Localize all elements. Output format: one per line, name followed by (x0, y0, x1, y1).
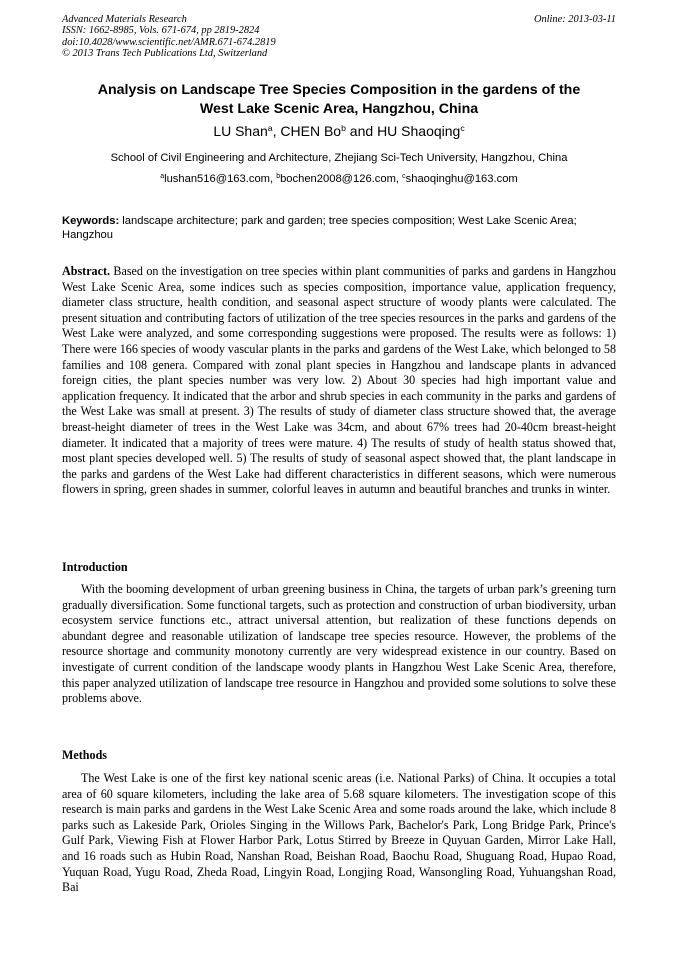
copyright-line: © 2013 Trans Tech Publications Ltd, Switzerland (62, 48, 268, 60)
abstract-label: Abstract. (62, 264, 111, 278)
keywords-text: landscape architecture; park and garden; tree species composition; West Lake Scenic Area; Hangzhou (62, 215, 577, 241)
author-3: HU Shaoqing (377, 123, 461, 139)
author-1-mark: a (267, 122, 273, 133)
methods-heading: Methods (62, 748, 108, 762)
email-list (40, 172, 638, 186)
author-1: LU Shan (213, 123, 268, 139)
email-1: lushan516@163.com, (164, 173, 277, 185)
email-2-mark: b (276, 172, 281, 180)
journal-header (62, 14, 276, 60)
author-3-mark: c (460, 122, 465, 133)
email-1-mark: a (160, 172, 165, 180)
author-sep-2: and (345, 123, 378, 139)
keywords-label: Keywords: (62, 215, 120, 227)
abstract-block (62, 264, 616, 498)
introduction-heading: Introduction (62, 560, 128, 574)
issn-line: ISSN: 1662-8985, Vols. 671-674, pp 2819-2824 (62, 25, 260, 37)
author-list (50, 122, 628, 140)
keywords-block (62, 214, 616, 242)
affiliation: School of Civil Engineering and Architecture, Zhejiang Sci-Tech University, Hangzhou, China (110, 152, 568, 164)
doi-line: doi:10.4028/www.scientific.net/AMR.671-674.2819 (62, 36, 276, 48)
author-2: CHEN Bo (280, 123, 342, 139)
title-line-1: Analysis on Landscape Tree Species Composition in the gardens of the (97, 82, 581, 98)
online-date: Online: 2013-03-11 (533, 14, 616, 25)
journal-name: Advanced Materials Research (62, 14, 187, 25)
introduction-text: With the booming development of urban greening business in China, the targets of urban park’s greening turn gradually diversification. Some functional targets, such as protection and construction of urban biodiversity, urban ecosystem service functions etc., attract universal attention, but realization of these functions depends on abundant degree and reasonable utilization of landscape tree species resource. However, the problems of the resource shortage and community monotony currently are very widespread existence in our country. Based on investigate of current condition of the landscape woody plants in Hangzhou West Lake Scenic Area, therefore, this paper analyzed utilization of landscape tree resource in Hangzhou and provided some solutions to solve these problems above. (62, 582, 616, 706)
email-3-mark: c (402, 172, 406, 180)
methods-text: The West Lake is one of the first key national scenic areas (i.e. National Parks) of China. It occupies a total area of 60 square kilometers, including the lake area of 5.68 square kilometers. The investigation scope of this research is main parks and gardens in the West Lake Scenic Area and some roads around the lake, which include 8 parks such as Lakeside Park, Orioles Singing in the Willows Park, Bachelor's Park, Long Bridge Park, Prince's Gulf Park, Viewing Fish at Flower Harbor Park, Lotus Stirred by Breeze in Quyuan Garden, Mirror Lake Hall, and 16 roads such as Hubin Road, Nanshan Road, Beishan Road, Baochu Road, Shuguang Road, Hupao Road, Yuquan Road, Yugu Road, Zheda Road, Lingyin Road, Longjing Road, Wansongling Road, Yuhuangshan Road, Bai (62, 771, 616, 895)
abstract-text: Based on the investigation on tree species within plant communities of parks and gardens in Hangzhou West Lake Scenic Area, some indices such as species composition, importance value, application frequency, diameter class structure, health condition, and seasonal aspect structure of woody plants were calculated. The present situation and contributing factors of utilization of the tree species resources in the parks and gardens of the West Lake were analyzed, and some corresponding suggestions were proposed. The results were as follows: 1) There were 166 species of woody vascular plants in the parks and gardens of the West Lake, which belonged to 58 families and 108 genera. Compared with zonal plant species in Hangzhou and landscape plants in advanced foreign cities, the plant species number was very low. 2) About 30 species had high important value and application frequency. It indicated that the arbor and shrub species in each community in the parks and gardens of the West Lake was small at present. 3) The results of study of diameter class structure showed that, the average breast-height diameter of trees in the West Lake was 34cm, and about 67% trees had 20-40cm breast-height diameter. It indicated that a majority of trees were mature. 4) The results of study of health status showed that, most plant species developed well. 5) The results of study of seasonal aspect showed that, the plant landscape in the parks and gardens of the West Lake had different characteristics in different seasons, which were numerous flowers in spring, green shades in summer, colorful leaves in autumn and beautiful branches and trunks in winter. (62, 264, 616, 497)
title-line-2: West Lake Scenic Area, Hangzhou, China (199, 101, 479, 117)
email-2: bochen2008@126.com, (280, 173, 403, 185)
email-3: shaoqinghu@163.com (405, 173, 518, 185)
paper-title (50, 81, 628, 119)
author-2-mark: b (341, 122, 346, 133)
author-sep-1: , (272, 123, 281, 139)
